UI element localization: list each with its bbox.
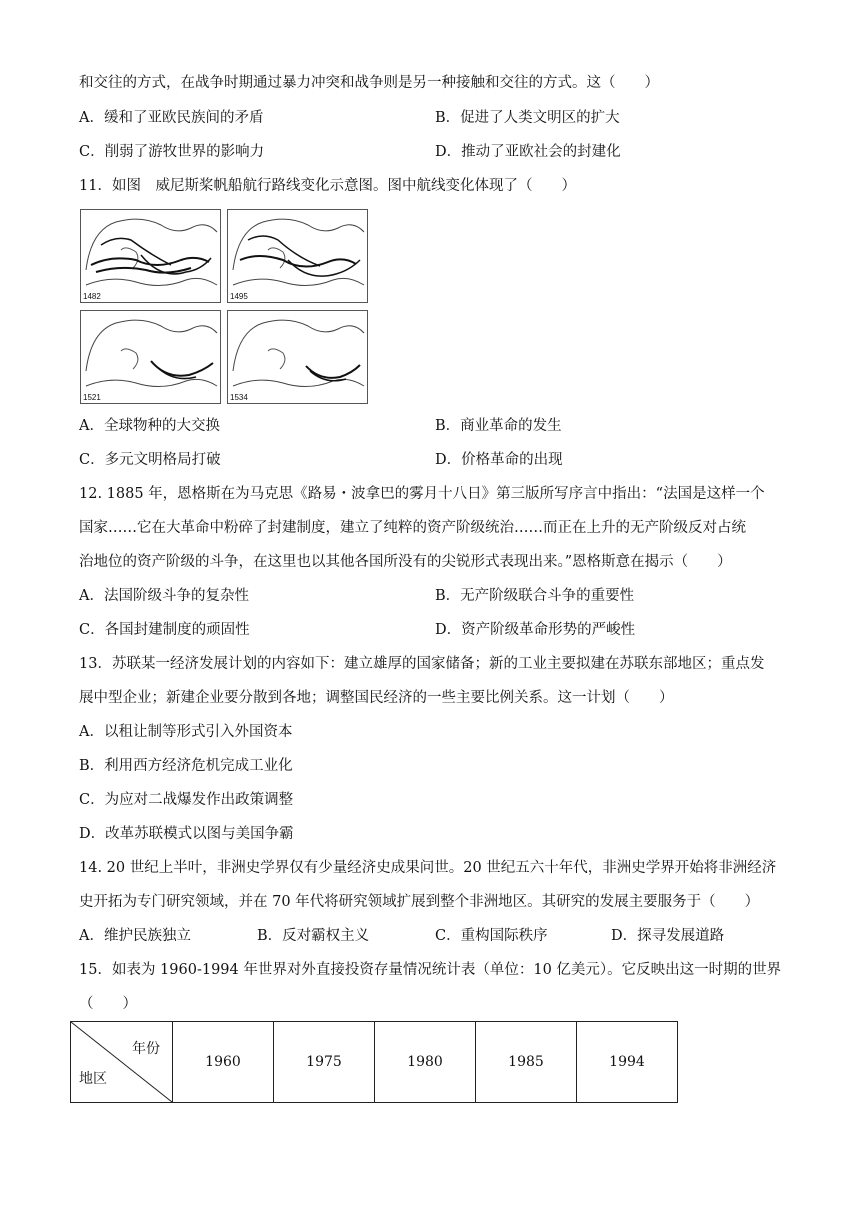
q10-stem: 和交往的方式，在战争时期通过暴力冲突和战争则是另一种接触和交往的方式。这（ ） [79, 75, 659, 91]
q12-stem-line-2: 国家……它在大革命中粉碎了封建制度，建立了纯粹的资产阶级统治……而正在上升的无产阶级反对占统 [79, 520, 746, 536]
q12-option-a[interactable]: A．法国阶级斗争的复杂性 [79, 588, 249, 604]
q14-stem-line-1: 14. 20 世纪上半叶，非洲史学界仅有少量经济史成果问世。20 世纪五六十年代，非洲史学界开始将非洲经济 [79, 860, 777, 876]
q11-option-d[interactable]: D．价格革命的出现 [435, 452, 563, 468]
year-header-cell: 1994 [577, 1022, 678, 1103]
table-header-row [71, 1022, 678, 1103]
route-map-1495 [227, 209, 368, 303]
q12-option-c[interactable]: C．各国封建制度的顽固性 [79, 622, 250, 638]
q12-stem-line-1: 12. 1885 年，恩格斯在为马克思《路易・波拿巴的雾月十八日》第三版所写序言中指出：“法国是这样一个 [79, 486, 765, 502]
q13-option-a[interactable]: A．以租让制等形式引入外国资本 [79, 724, 293, 740]
year-header-cell: 1980 [375, 1022, 476, 1103]
map-year-label: 1482 [83, 292, 101, 301]
route-map-1534 [227, 310, 368, 404]
q15-stem-line-1: 15．如表为 1960-1994 年世界对外直接投资存量情况统计表（单位：10 亿美元）。它反映出这一时期的世界 [79, 962, 782, 978]
map-year-label: 1495 [230, 292, 248, 301]
year-header-cell: 1960 [173, 1022, 274, 1103]
corner-year-label: 年份 [132, 1041, 160, 1057]
q13-option-c[interactable]: C．为应对二战爆发作出政策调整 [79, 792, 294, 808]
q10-option-a[interactable]: A．缓和了亚欧民族间的矛盾 [79, 110, 264, 126]
q11-option-a[interactable]: A．全球物种的大交换 [79, 418, 220, 434]
q13-stem-line-2: 展中型企业；新建企业要分散到各地；调整国民经济的一些主要比例关系。这一计划（ ） [79, 690, 674, 706]
table-corner-cell [71, 1022, 173, 1103]
route-map-1482 [80, 209, 221, 303]
fdi-stock-table [70, 1021, 678, 1103]
q13-stem-line-1: 13．苏联某一经济发展计划的内容如下：建立雄厚的国家储备；新的工业主要拟建在苏联东部地区；重点发 [79, 656, 765, 672]
q14-option-d[interactable]: D．探寻发展道路 [611, 928, 725, 944]
q13-option-b[interactable]: B．利用西方经济危机完成工业化 [79, 758, 293, 774]
q11-stem: 11．如图 威尼斯桨帆船航行路线变化示意图。图中航线变化体现了（ ） [79, 178, 576, 194]
q11-option-b[interactable]: B．商业革命的发生 [435, 418, 562, 434]
q14-option-b[interactable]: B．反对霸权主义 [257, 928, 370, 944]
q12-stem-line-3: 治地位的资产阶级的斗争，在这里也以其他各国所没有的尖锐形式表现出来。”恩格斯意在揭示（ ） [79, 554, 732, 570]
q11-option-c[interactable]: C．多元文明格局打破 [79, 452, 221, 468]
year-header-cell: 1985 [476, 1022, 577, 1103]
q10-option-c[interactable]: C．削弱了游牧世界的影响力 [79, 144, 265, 160]
q12-option-b[interactable]: B．无产阶级联合斗争的重要性 [435, 588, 635, 604]
q14-option-c[interactable]: C．重构国际秩序 [435, 928, 548, 944]
q13-option-d[interactable]: D．改革苏联模式以图与美国争霸 [79, 826, 294, 842]
map-year-label: 1521 [83, 393, 101, 402]
route-map-1521 [80, 310, 221, 404]
year-header-cell: 1975 [274, 1022, 375, 1103]
map-year-label: 1534 [230, 393, 248, 402]
q15-stem-line-2: （ ） [79, 996, 137, 1012]
q14-option-a[interactable]: A．维护民族独立 [79, 928, 191, 944]
corner-region-label: 地区 [79, 1071, 107, 1087]
q12-option-d[interactable]: D．资产阶级革命形势的严峻性 [435, 622, 636, 638]
q10-option-d[interactable]: D．推动了亚欧社会的封建化 [435, 144, 621, 160]
q14-stem-line-2: 史开拓为专门研究领域，并在 70 年代将研究领域扩展到整个非洲地区。其研究的发展主要服务于（ ） [79, 894, 760, 910]
q10-option-b[interactable]: B．促进了人类文明区的扩大 [435, 110, 620, 126]
